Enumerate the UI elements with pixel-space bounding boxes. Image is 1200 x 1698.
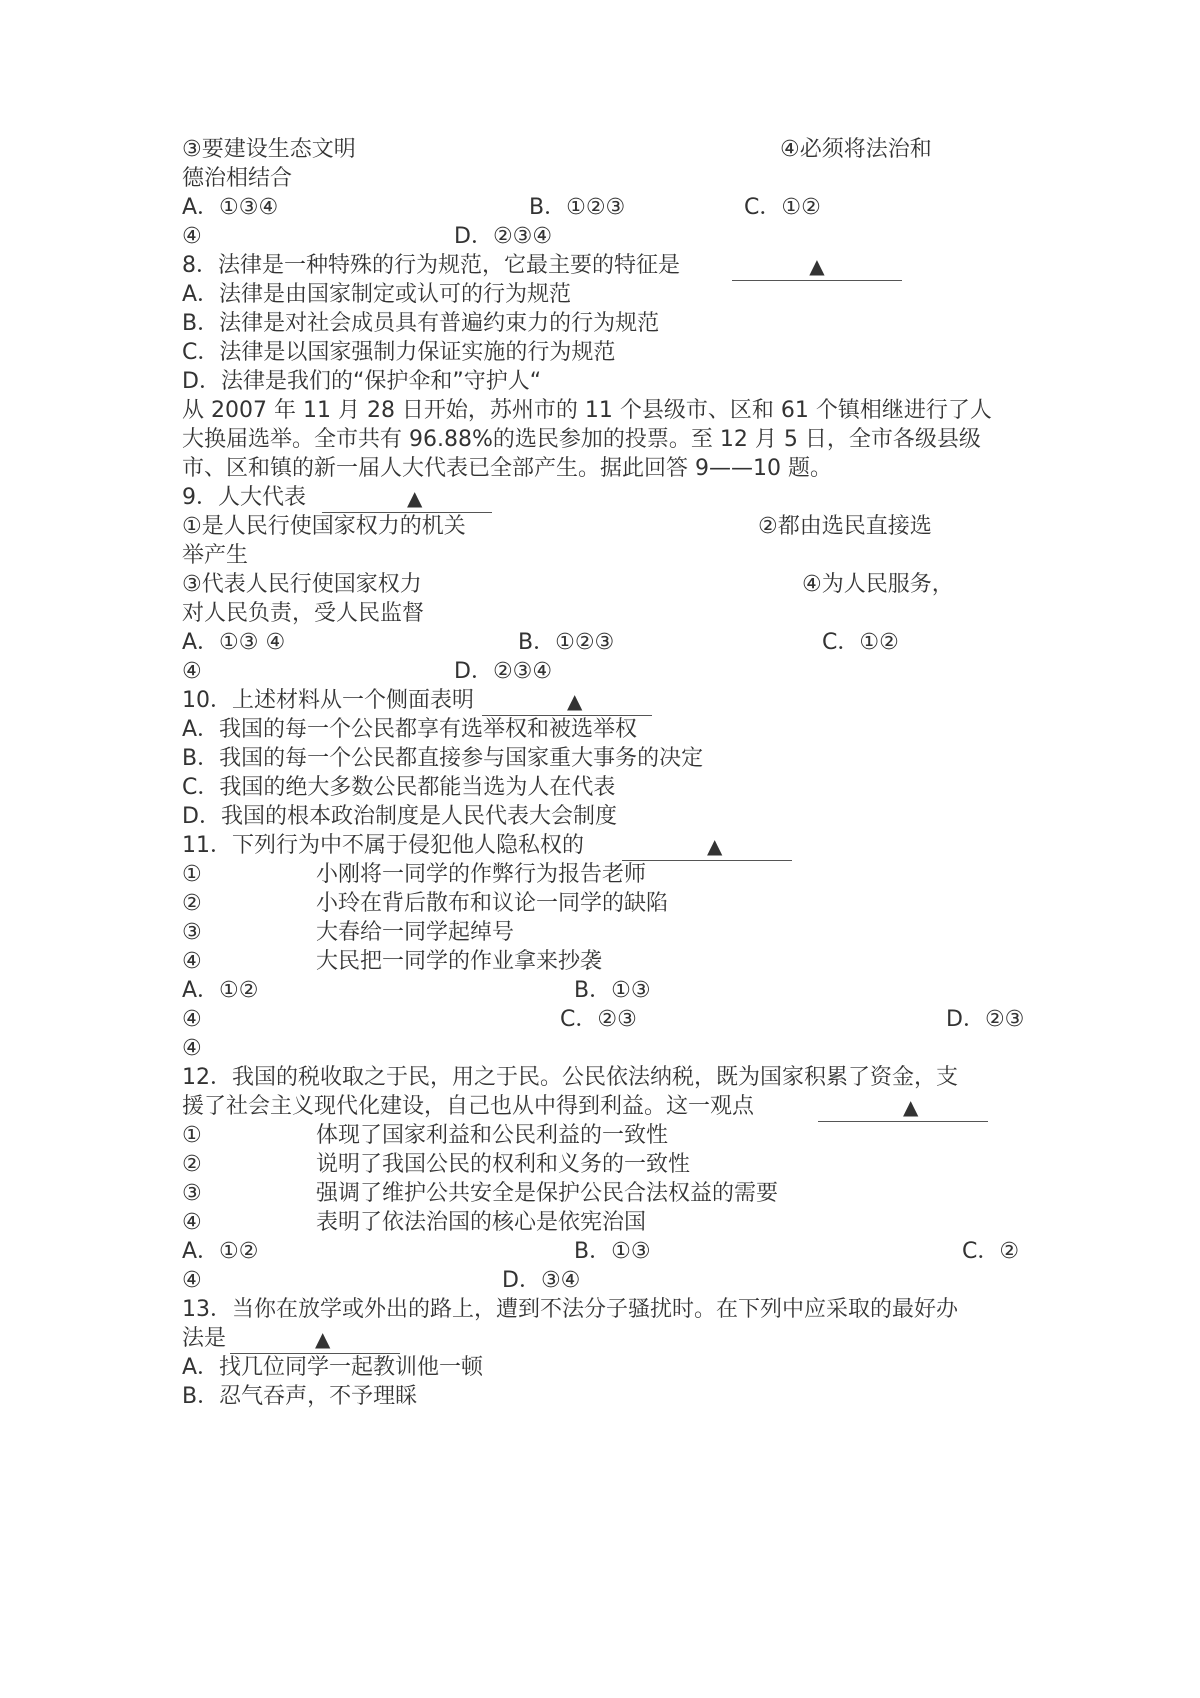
q8-option-d: D．法律是我们的“保护伞和”守护人“ <box>182 369 542 394</box>
q12-option-c: C．② <box>962 1239 1020 1264</box>
q11-option-d: D．②③ <box>946 1007 1025 1032</box>
q12-option-b: B．①③ <box>574 1239 651 1264</box>
q8-option-c: C．法律是以国家强制力保证实施的行为规范 <box>182 340 616 365</box>
q11-item-1: ① 小刚将一同学的作弊行为报告老师 <box>182 862 647 887</box>
q12-option-d: D．③④ <box>502 1268 581 1293</box>
triangle-icon: ▲ <box>809 254 825 278</box>
material-line-1: 从 2007 年 11 月 28 日开始，苏州市的 11 个县级市、区和 61 个镇相继进行了人 <box>182 398 992 423</box>
q7-option-a: A．①③④ <box>182 195 279 220</box>
q12-options-line-2 <box>182 1265 1042 1297</box>
q10-option-c: C．我国的绝大多数公民都能当选为人在代表 <box>182 775 616 800</box>
q11-option-b: B．①③ <box>574 978 651 1003</box>
q9-stem: 9．人大代表 ▲ <box>182 482 1042 514</box>
q11-options-line-2 <box>182 1004 1042 1036</box>
q7-option-c-cont: ④ <box>182 224 202 249</box>
triangle-icon: ▲ <box>315 1327 331 1351</box>
q10-option-b: B．我国的每一个公民都直接参与国家重大事务的决定 <box>182 746 704 771</box>
q13-stem-1: 13．当你在放学或外出的路上，遭到不法分子骚扰时。在下列中应采取的最好办 <box>182 1297 958 1322</box>
q10-stem: 10．上述材料从一个侧面表明 ▲ <box>182 685 1042 717</box>
q13-option-a: A．找几位同学一起教训他一顿 <box>182 1355 484 1380</box>
q9-statement-4: ④为人民服务， <box>802 572 954 597</box>
q11-answer-blank[interactable] <box>622 830 792 861</box>
q12-item-4: ④ 表明了依法治国的核心是依宪治国 <box>182 1210 647 1235</box>
q9-options-line <box>182 627 1042 659</box>
q9-statement-1: ①是人民行使国家权力的机关 <box>182 514 466 539</box>
q7-options-line <box>182 192 1042 224</box>
q10-option-a: A．我国的每一个公民都享有选举权和被选举权 <box>182 717 638 742</box>
material-line-2: 大换届选举。全市共有 96.88%的选民参加的投票。至 12 月 5 日，全市各级县级 <box>182 427 981 452</box>
q10-answer-blank[interactable] <box>482 685 652 716</box>
q7-options-line-2 <box>182 221 1042 253</box>
q8-stem: 8．法律是一种特殊的行为规范，它最主要的特征是 ▲ <box>182 250 1042 282</box>
q13-option-b: B．忍气吞声，不予理睬 <box>182 1384 418 1409</box>
q9-statements-line-2 <box>182 569 1042 601</box>
q13-stem-2: 法是 ▲ <box>182 1323 1042 1355</box>
q11-stem: 11．下列行为中不属于侵犯他人隐私权的 ▲ <box>182 830 1042 862</box>
q9-statement-3: ③代表人民行使国家权力 <box>182 572 422 597</box>
q9-option-d: D．②③④ <box>454 659 553 684</box>
q7-option-d: D．②③④ <box>454 224 553 249</box>
q8-option-a: A．法律是由国家制定或认可的行为规范 <box>182 282 572 307</box>
q12-stem-1: 12．我国的税收取之于民，用之于民。公民依法纳税，既为国家积累了资金，支 <box>182 1065 958 1090</box>
q11-option-c: C．②③ <box>560 1007 637 1032</box>
q7-statement-3: ③要建设生态文明 <box>182 137 356 162</box>
q11-option-a: A．①② <box>182 978 259 1003</box>
q9-statements-line-1 <box>182 511 1042 543</box>
q7-option-b: B．①②③ <box>529 195 626 220</box>
q9-option-b: B．①②③ <box>518 630 615 655</box>
q8-option-b: B．法律是对社会成员具有普遍约束力的行为规范 <box>182 311 660 336</box>
material-line-3: 市、区和镇的新一届人大代表已全部产生。据此回答 9——10 题。 <box>182 456 832 481</box>
q7-statement-4: ④必须将法治和 <box>780 137 932 162</box>
triangle-icon: ▲ <box>407 486 423 510</box>
q12-option-a: A．①② <box>182 1239 259 1264</box>
q12-stem-2: 援了社会主义现代化建设，自己也从中得到利益。这一观点 ▲ <box>182 1091 1042 1123</box>
q9-options-line-2 <box>182 656 1042 688</box>
q12-item-2: ② 说明了我国公民的权利和义务的一致性 <box>182 1152 691 1177</box>
q11-options-line <box>182 975 1042 1007</box>
q7-statements-line <box>182 134 1042 166</box>
triangle-icon: ▲ <box>707 834 723 858</box>
q8-answer-blank[interactable] <box>732 250 902 281</box>
q9-option-c: C．①② <box>822 630 899 655</box>
q12-item-1: ① 体现了国家利益和公民利益的一致性 <box>182 1123 669 1148</box>
q10-option-d: D．我国的根本政治制度是人民代表大会制度 <box>182 804 617 829</box>
q13-answer-blank[interactable] <box>230 1323 400 1354</box>
triangle-icon: ▲ <box>903 1095 919 1119</box>
q9-option-a: A．①③ ④ <box>182 630 286 655</box>
q12-item-3: ③ 强调了维护公共安全是保护公民合法权益的需要 <box>182 1181 779 1206</box>
q9-statement-2: ②都由选民直接选 <box>758 514 932 539</box>
triangle-icon: ▲ <box>567 689 583 713</box>
q12-option-c-cont: ④ <box>182 1268 202 1293</box>
q9-statement-2-cont: 举产生 <box>182 543 249 568</box>
q12-answer-blank[interactable] <box>818 1091 988 1122</box>
q11-option-b-cont: ④ <box>182 1007 202 1032</box>
q7-statement-4-cont: 德治相结合 <box>182 166 293 191</box>
q11-item-2: ② 小玲在背后散布和议论一同学的缺陷 <box>182 891 669 916</box>
q9-answer-blank[interactable] <box>322 482 492 513</box>
q9-option-c-cont: ④ <box>182 659 202 684</box>
q11-option-d-cont: ④ <box>182 1036 202 1061</box>
q9-statement-4-cont: 对人民负责，受人民监督 <box>182 601 425 626</box>
q11-item-4: ④ 大民把一同学的作业拿来抄袭 <box>182 949 603 974</box>
q12-options-line <box>182 1236 1042 1268</box>
q7-option-c: C．①② <box>744 195 821 220</box>
q11-item-3: ③ 大春给一同学起绰号 <box>182 920 515 945</box>
